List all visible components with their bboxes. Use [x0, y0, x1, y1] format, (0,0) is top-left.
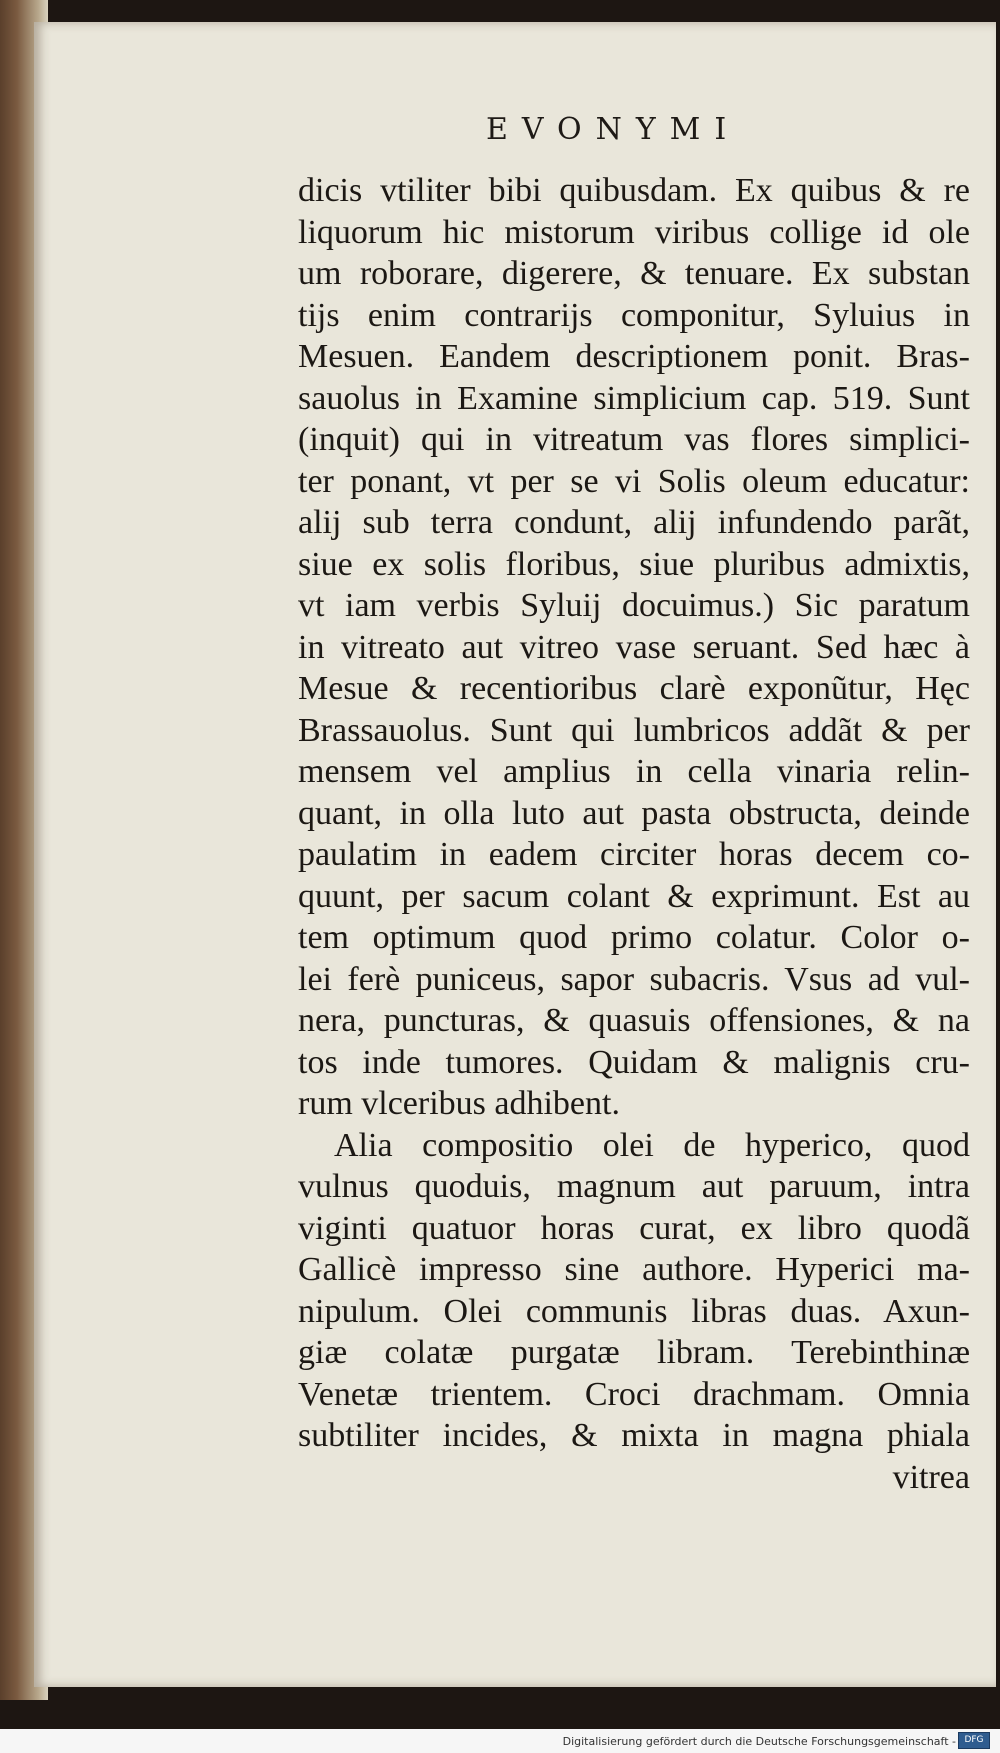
text-line: viginti quatuor horas curat, ex libro quodã: [298, 1209, 970, 1247]
text-line: subtiliter incides, & mixta in magna phiala: [298, 1417, 970, 1454]
text-line: tijs enim contrarijs componitur, Syluius in: [298, 296, 970, 334]
funding-credit: Digitalisierung gefördert durch die Deutsche Forschungsgemeinschaft -: [562, 1735, 956, 1748]
text-line: lei ferè puniceus, sapor subacris. Vsus ad vul-: [298, 960, 970, 998]
text-line: Mesue & recentioribus clarè exponũtur, Hęc: [298, 670, 970, 707]
text-line: in vitreato aut vitreo vase seruant. Sed hæc à: [298, 628, 970, 666]
body-text: [298, 170, 970, 1498]
text-line: Venetæ trientem. Croci drachmam. Omnia: [298, 1375, 970, 1413]
running-head: EVONYMI: [486, 112, 741, 147]
text-line: Brassauolus. Sunt qui lumbricos addãt & per: [298, 711, 970, 749]
text-line: giæ colatæ purgatæ libram. Terebinthinæ: [298, 1334, 970, 1371]
text-line: siue ex solis floribus, siue pluribus admixtis,: [298, 545, 970, 583]
text-line: sauolus in Examine simplicium cap. 519. Sunt: [298, 379, 970, 417]
text-line: nipulum. Olei communis libras duas. Axun-: [298, 1292, 970, 1330]
dfg-logo-label: DFG: [964, 1735, 984, 1745]
text-line: (inquit) qui in vitreatum vas flores simplici-: [298, 421, 970, 458]
text-line: quant, in olla luto aut pasta obstructa, deinde: [298, 794, 970, 832]
text-line: Gallicè impresso sine authore. Hyperici ma-: [298, 1251, 970, 1288]
text-line: vt iam verbis Syluij docuimus.) Sic paratum: [298, 587, 970, 624]
text-line: mensem vel amplius in cella vinaria relin-: [298, 753, 970, 790]
text-line: rum vlceribus adhibent.: [298, 1085, 620, 1122]
text-line: alij sub terra condunt, alij infundendo parãt,: [298, 504, 970, 541]
text-line: liquorum hic mistorum viribus collige id ole: [298, 213, 970, 251]
text-line: Mesuen. Eandem descriptionem ponit. Bras-: [298, 338, 970, 375]
text-line: tos inde tumores. Quidam & malignis cru-: [298, 1043, 970, 1081]
paragraph-start-line: Alia compositio olei de hyperico, quod: [334, 1126, 970, 1164]
footer-bar: [0, 1729, 1000, 1753]
catchword: vitrea: [892, 1458, 970, 1496]
dfg-logo-icon: [958, 1732, 990, 1749]
text-line: quunt, per sacum colant & exprimunt. Est au: [298, 877, 970, 915]
text-line: nera, puncturas, & quasuis offensiones, & na: [298, 1002, 970, 1039]
text-line: tem optimum quod primo colatur. Color o-: [298, 919, 970, 956]
text-line: ter ponant, vt per se vi Solis oleum educatur:: [298, 462, 970, 500]
text-line: um roborare, digerere, & tenuare. Ex substan: [298, 255, 970, 292]
text-line: vulnus quoduis, magnum aut paruum, intra: [298, 1168, 970, 1205]
text-line: paulatim in eadem circiter horas decem co-: [298, 836, 970, 873]
text-line: dicis vtiliter bibi quibusdam. Ex quibus & re: [298, 172, 970, 209]
